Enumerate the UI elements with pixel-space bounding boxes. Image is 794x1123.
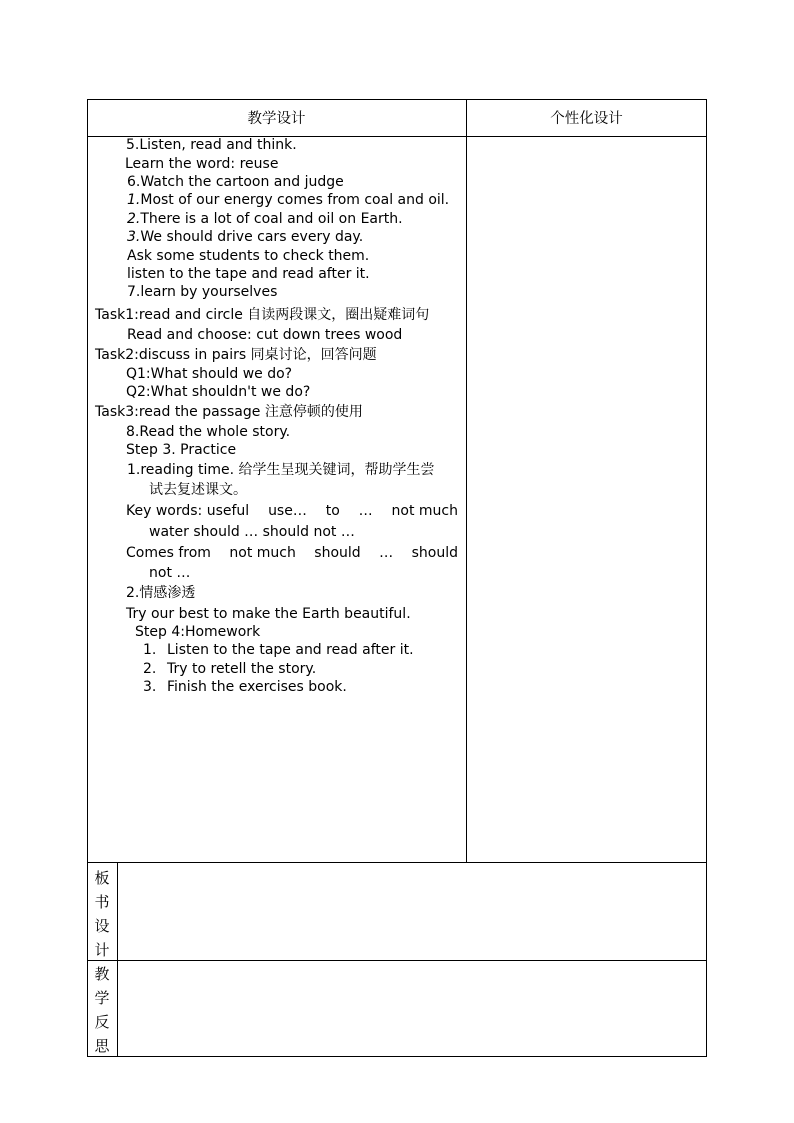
judge-item-1-number: 1.: [127, 192, 141, 208]
teaching-reflection-char-1: 教: [94, 965, 110, 983]
question-1-line: Q1:What should we do?: [126, 366, 293, 382]
content-bottom-border: [87, 862, 707, 863]
judge-item-1-text: Most of our energy comes from coal and oil.: [140, 192, 450, 208]
key-words-part-2: use…: [268, 503, 307, 519]
board-design-char-3: 设: [94, 917, 110, 935]
step-5-line: 5.Listen, read and think.: [126, 137, 297, 153]
table-border-right: [706, 99, 707, 1057]
earth-beautiful-line: Try our best to make the Earth beautiful.: [126, 606, 411, 622]
read-choose-line: Read and choose: cut down trees wood: [127, 327, 403, 343]
teaching-reflection-label: [87, 962, 117, 1058]
homework-item-1-text: Listen to the tape and read after it.: [167, 642, 414, 658]
judge-item-3-number: 3.: [127, 229, 141, 245]
judge-item-3: [127, 228, 363, 246]
judge-item-2-text: There is a lot of coal and oil on Earth.: [140, 211, 403, 227]
teaching-reflection-char-2: 学: [94, 989, 110, 1007]
question-2-line: Q2:What shouldn't we do?: [126, 384, 311, 400]
key-words-line: [126, 502, 458, 520]
homework-item-2: [143, 660, 316, 678]
homework-heading: Step 4:Homework: [135, 624, 261, 640]
task-3-line: Task3:read the passage 注意停顿的使用: [95, 404, 363, 420]
key-words-part-4: …: [358, 503, 373, 519]
comes-from-part-4: …: [379, 545, 394, 561]
lesson-plan-table: [87, 99, 707, 1057]
table-border-bottom: [87, 1056, 707, 1057]
task-2-line: Task2:discuss in pairs 同桌讨论，回答问题: [95, 347, 377, 363]
step-6-line: 6.Watch the cartoon and judge: [127, 174, 344, 190]
key-words-part-5: not much: [391, 503, 458, 519]
board-design-char-2: 书: [94, 893, 110, 911]
comes-from-continuation: not …: [149, 565, 191, 581]
comes-from-line: [126, 544, 458, 562]
step-3-practice-line: Step 3. Practice: [126, 442, 237, 458]
judge-item-2-number: 2.: [127, 211, 141, 227]
comes-from-part-3: should: [314, 545, 361, 561]
emotion-line: 2.情感渗透: [126, 585, 196, 601]
board-bottom-border: [87, 960, 707, 961]
board-design-char-4: 计: [94, 941, 110, 959]
teaching-reflection-char-3: 反: [94, 1013, 110, 1031]
comes-from-part-2: not much: [229, 545, 296, 561]
learn-word-line: Learn the word: reuse: [125, 156, 279, 172]
homework-item-1-number: 1.: [143, 642, 157, 658]
judge-item-3-text: We should drive cars every day.: [140, 229, 364, 245]
homework-item-3: [143, 678, 347, 696]
header-personalized-design: 个性化设计: [550, 111, 623, 127]
judge-item-2: [127, 210, 403, 228]
homework-item-2-text: Try to retell the story.: [167, 661, 317, 677]
reading-time-continuation: 试去复述课文。: [149, 482, 247, 498]
column-divider: [466, 99, 467, 862]
check-line: Ask some students to check them.: [127, 248, 370, 264]
task-1-line: Task1:read and circle 自读两段课文，圈出疑难词句: [95, 307, 430, 323]
key-words-part-1: Key words: useful: [126, 503, 250, 519]
comes-from-part-5: should: [411, 545, 458, 561]
teaching-reflection-char-4: 思: [94, 1037, 110, 1055]
comes-from-part-1: Comes from: [126, 545, 211, 561]
homework-item-3-number: 3.: [143, 679, 157, 695]
key-words-continuation: water should … should not …: [149, 524, 355, 540]
judge-item-1: [127, 191, 449, 209]
step-7-line: 7.learn by yourselves: [127, 284, 278, 300]
board-design-char-1: 板: [94, 869, 110, 887]
board-design-label: [87, 866, 117, 962]
header-teaching-design: 教学设计: [247, 111, 306, 127]
listen-line: listen to the tape and read after it.: [127, 266, 370, 282]
teaching-design-content: [87, 136, 466, 862]
key-words-part-3: to: [325, 503, 340, 519]
homework-item-1: [143, 641, 414, 659]
reading-time-line: 1.reading time. 给学生呈现关键词，帮助学生尝: [127, 462, 435, 478]
step-8-line: 8.Read the whole story.: [126, 424, 291, 440]
label-column-divider: [117, 862, 118, 1057]
homework-item-2-number: 2.: [143, 661, 157, 677]
homework-item-3-text: Finish the exercises book.: [167, 679, 347, 695]
